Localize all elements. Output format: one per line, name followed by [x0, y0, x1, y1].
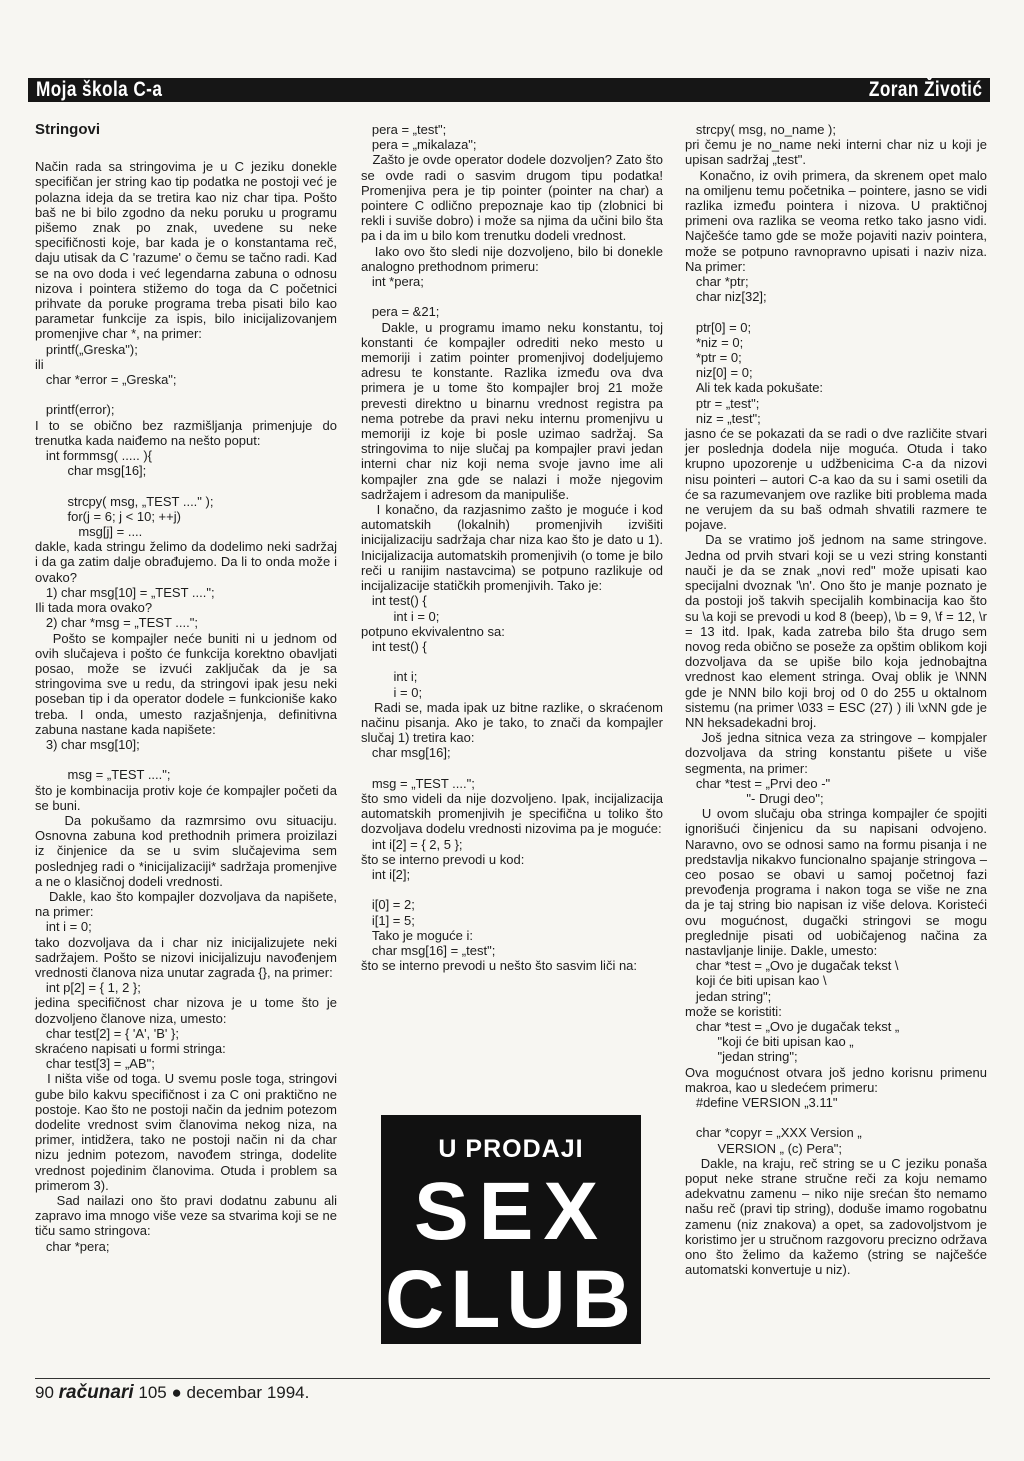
column-1: [35, 122, 337, 1254]
ad-tagline: U PRODAJI: [438, 1135, 584, 1163]
column-2: [361, 122, 663, 973]
page-footer: [35, 1382, 309, 1404]
column-2-text: pera = „test"; pera = „mikalaza"; Zašto je ovde operator dodele dozvoljen? Zato što se ovde radi o sasvim drugom tipu podatka! Promenjiva pera je tip pointer (pointer na char) a pointere C odlično prepoznaje kao tip (zlobnici bi rekli i suviše dobro) i može sa njima da učini bilo šta pa i da im u bilo kom trenutku dodeli vrednost. Iako ovo što sledi nije dozvoljeno, bilo bi donekle analogno prethodnom primeru: int *pera; pera = &21; Dakle, u programu imamo neku konstantu, toj konstanti će kompajler odrediti neko mesto u memoriji i zatim pointer promenjivoj dodeljujemo adresu te konstante. Razlika između ova dva primera je u tome što kompajler broj 21 može prevesti direktno u binarnu vrednost registra pa nema potrebe da pravi neku internu promenjivu u memoriji iz koje bi posle uzimao sadržaj. Sa stringovima to nije slučaj pa kompajler pravi jedan interni char niz koji nema svoje javno ime ali kompajler zna gde se nalazi i može njegovim sadržajem i adresom da manipuliše. I konačno, da razjasnimo zašto je moguće i kod automatskih (lokalnih) promenjivih izvišiti inicijalizaciju sadržaja char niza kao što je dato u 1). Inicijalizacija automatskih promenjivih (o tome je bilo reči u ranijim nastavcima) se potpuno razlikuje od incijalizacije statičkih promenjivih. Tako je: int test() { int i = 0; potpuno ekvivalentno sa: int test() { int i; i = 0; Radi se, mada ipak uz bitne razlike, o skraćenom načinu pisanja. Ako je tako, to znači da kompajler slučaj 1) tretira kao: char msg[16]; msg = „TEST ...."; što smo videli da nije dozvoljeno. Ipak, incijalizacija automatskih promenjivih je specifična u toliko što dozvoljava dodelu vrednosti nizovima pa je moguće: int i[2] = { 2, 5 }; što se interno prevodi u kod: int i[2]; i[0] = 2; i[1] = 5; Tako je moguće i: char msg[16] = „test"; što se interno prevodi u nešto što sasvim liči na:: [361, 122, 664, 974]
article-heading: Stringovi: [35, 121, 101, 138]
page-number: 90: [35, 1383, 54, 1402]
issue-date: decembar 1994.: [186, 1383, 310, 1402]
footer-bullet: ●: [171, 1383, 182, 1402]
section-title: Moja škola C-a: [36, 78, 163, 101]
issue-number: 105: [138, 1383, 167, 1402]
author-name: Zoran Životić: [868, 78, 982, 101]
section-banner: [28, 78, 990, 102]
column-1-text: Način rada sa stringovima je u C jeziku donekle specifičan jer string kao tip podatka ne postoji već je polazna ideja da se tretira kao niz char tipa. Pošto baš ne bi bilo zgodno da neku poruku u programu pišemo znak po znak, uvedene su neke specifičnosti koje, bar kada je o konstantama reč, daju utisak da C 'razume' o čemu se tačno radi. Kad se na ovo doda i već legendarna zabuna o odnosu nizova i pointera stižemo do toga da C početnici prihvate da poruke programa treba pisati bilo kao parametar funkcije za ispis, bilo inicijalizovanjem promenjive char *, na primer: printf(„Greska"); ili char *error = „Greska"; printf(error); I to se obično bez razmišljanja primenjuje do trenutka kada naiđemo na nešto poput: int formmsg( ..... ){ char msg[16]; strcpy( msg, „TEST ...." ); for(j = 6; j < 10; ++j) msg[j] = .... dakle, kada stringu želimo da dodelimo neki sadržaj i da ga zatim dalje obrađujemo. Da li to onda može i ovako? 1) char msg[10] = „TEST ...."; Ili tada mora ovako? 2) char *msg = „TEST ...."; Pošto se kompajler neće buniti ni u jednom od ovih slučajeva i pošto će funkcija korektno obavljati posao, može se izvući zaključak da je sa stringovima sve u redu, da stringovi ipak jesu neki poseban tip i da operator dodele = funkcioniše kako treba. I onda, umesto razjašnjenja, definitivna zabuna nastane kada napišete: 3) char msg[10]; msg = „TEST ...."; što je kombinacija protiv koje će kompajler početi da se buni. Da pokušamo da razmrsimo ovu situaciju. Osnovna zabuna kod prethodnih primera proizilazi iz činjenice da se u svim slučajevima sem poslednjeg radi o *inicijalizaciji* sadržaja promenjive a ne o klasičnoj dodeli vrednosti. Dakle, kao što kompajler dozvoljava da napišete, na primer: int i = 0; tako dozvoljava da i char niz inicijalizujete neki sadržajem. Pošto se nizovi inicijalizuju navođenjem vrednosti članova niza unutar zagrada {}, na primer: int p[2] = { 1, 2 }; jedina specifičnost char nizova je u tome što je dozvoljeno članove niza, umesto: char test[2] = { 'A', 'B' }; skraćeno napisati u formi stringa: char test[3] = „AB"; I ništa više od toga. U svemu posle toga, stringovi gube bilo kakvu specifičnost i za C oni praktično ne postoje. Kao što ne postoji način da jednim potezom dodelite vrednost svim članovima nekog niza, na primer, intidžera, tako ne postoji način ni da char nizu jednim potezom, navođem stringa, dodelite vrednost pojedinim članovima. Otuda i problem sa primerom 3). Sad nailazi ono što pravi dodatnu zabunu ali zapravo ima mnogo više veze sa stvarima koji se ne tiču samo stringova: char *pera;: [35, 159, 338, 1254]
column-3: [685, 122, 987, 1277]
advertisement: [381, 1115, 641, 1344]
column-3-text: strcpy( msg, no_name ); pri čemu je no_name neki interni char niz u koji je upisan sadržaj „test". Konačno, iz ovih primera, da skrenem opet malo na omiljenu temu početnika – pointere, jasno se vidi razlika između pointera i nizova. U praktičnoj primeni ova razlika se veoma retko tako jasno vidi. Najčešće tamo gde se može pojaviti naziv pointera, može se potpuno ravnopravno upisati i naziv niza. Na primer: char *ptr; char niz[32]; ptr[0] = 0; *niz = 0; *ptr = 0; niz[0] = 0; Ali tek kada pokušate: ptr = „test"; niz = „test"; jasno će se pokazati da se radi o dve različite stvari jer poslednja dodela nije moguća. Otuda i tako krupno upozorenje u udžbenicima C-a da nizovi nisu pointeri – autori C-a kao da su i sami osetili da će sa razumevanjem ove razlike biti problema mada ne verujem da su baš odmah shvatili razmere te pojave. Da se vratimo još jednom na same stringove. Jedna od prvih stvari koji se u vezi string konstanti nauči je da se znak „novi red" može upisati kao specijalni dvoznak '\n'. Ono što je manje poznato je da postoji još takvih specijalih kombinacija kao što su \a koji se prevodi u kod 8 (beep), \b = 9, \f = 12, \r = 13 itd. Ipak, kada zatreba bilo šta drugo sem novog reda obično se poseže za opštim oblikom koji dozvoljava da se upiše bilo koja jednobajtna vrednost kao element stringa. Ovaj oblik je \NNN gde je NNN bilo koji broj od 0 do 255 u oktalnom sistemu (na primer \033 = ESC (27) ) ili \xNN gde je NN heksadekadni broj. Još jedna sitnica veza za stringove – kompjaler dozvoljava da string konstantu pišete u više segmenta, na primer: char *test = „Prvi deo -" "- Drugi deo"; U ovom slučaju oba stringa kompajler će spojiti ignorišući činjenicu da su napisani odvojeno. Naravno, ovo se odnosi samo na formu pisanja i ne predstavlja nikakvo funcionalno spajanje stringova – ceo posao se obavi u samoj početnoj fazi prevođenja programa i nakon toga se više ne zna da je taj string bio napisan iz više delova. Koristeći ovu mogućnost, dugački stringovi se mogu preglednije pisati od uobičajenog načina za nastavljanje linije. Dakle, umesto: char *test = „Ovo je dugačak tekst \ koji će biti upisan kao \ jedan string"; može se koristiti: char *test = „Ovo je dugačak tekst „ "koji će biti upisan kao „ "jedan string"; Ova mogućnost otvara još jedno korisnu primenu makroa, kao u sledećem primeru: #define VERSION „3.11" char *copyr = „XXX Version „ VERSION „ (c) Pera"; Dakle, na kraju, reč string se u C jeziku ponaša poput neke strane stručne reči za koju nemamo adekvatnu zamenu – niko nije srećan što nemamo našu reč (pravi tip string), doduše imamo rogobatnu zamenu (niz znakova) a opet, sa zadovoljstvom je koristimo jer u stručnom razgovoru precizno održava ono što želimo da kažemo (string se najčešće automatski konvertuje u niz).: [685, 122, 988, 1278]
footer-divider: [35, 1378, 990, 1379]
magazine-logo: računari: [58, 1382, 134, 1403]
ad-title-line-1: SEX: [413, 1166, 609, 1257]
ad-title-line-2: CLUB: [385, 1254, 637, 1345]
